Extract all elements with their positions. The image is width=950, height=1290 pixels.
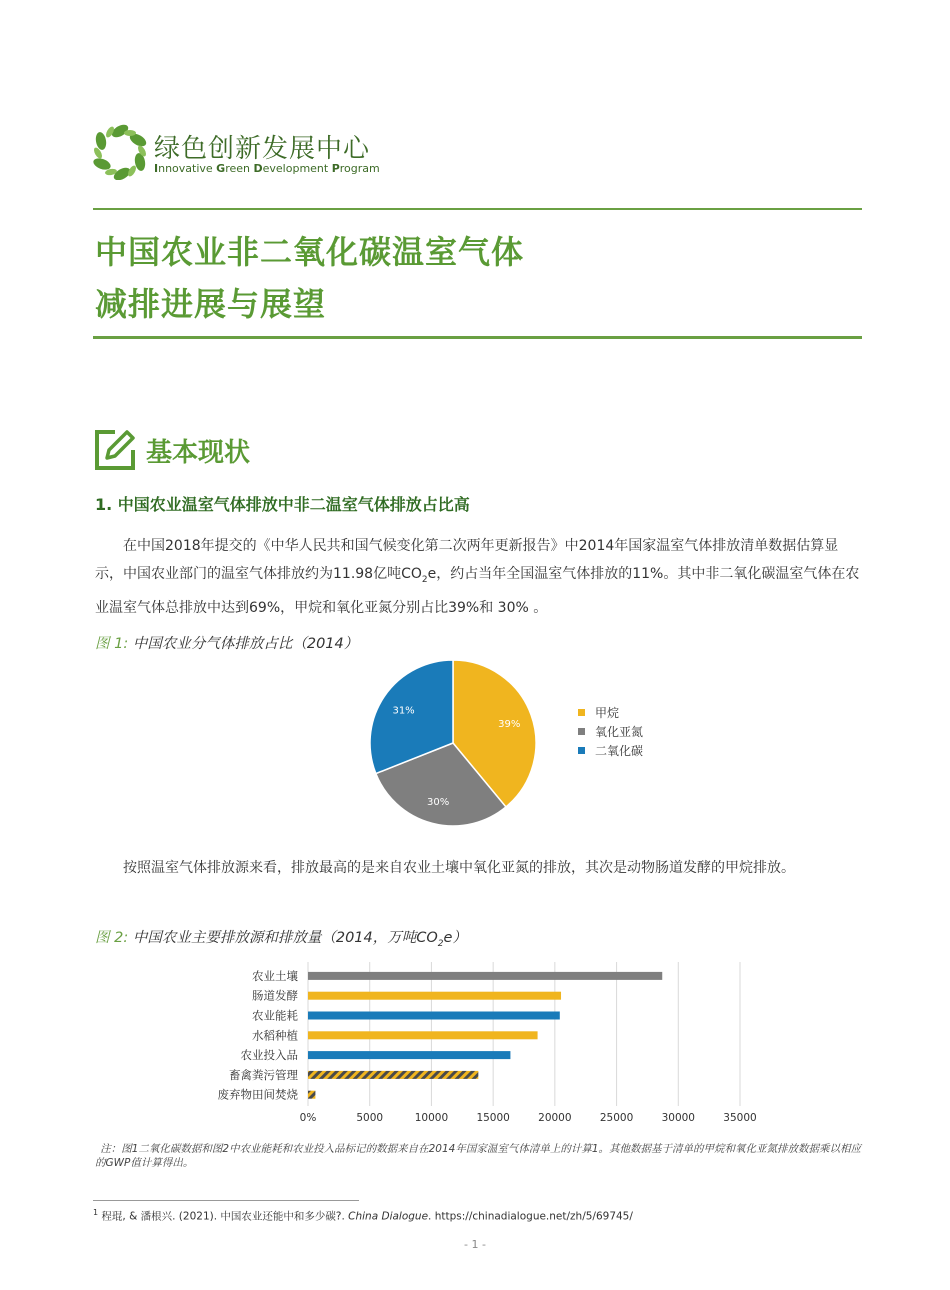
title-line-2: 减排进展与展望 <box>95 285 327 323</box>
leaf-wreath-icon <box>92 124 148 180</box>
x-tick-label: 30000 <box>661 1112 695 1124</box>
pie-label-co2: 31% <box>392 705 415 717</box>
bar <box>308 972 662 980</box>
subsection-title: 1. 中国农业温室气体排放中非二温室气体排放占比高 <box>95 495 470 514</box>
logo-english-name: Innovative Green Development Program <box>154 162 380 175</box>
bar <box>308 1051 510 1059</box>
y-category-label: 农业能耗 <box>252 1008 298 1023</box>
paragraph-2: 按照温室气体排放源来看，排放最高的是来自农业土壤中氧化亚氮的排放，其次是动物肠道发酵的甲烷排放。 <box>123 860 795 876</box>
y-category-label: 废弃物田间焚烧 <box>217 1087 298 1102</box>
pie-label-n2o: 30% <box>427 796 450 808</box>
footnote-divider <box>93 1200 359 1201</box>
x-tick-label: 0% <box>299 1112 317 1124</box>
y-category-label: 畜禽粪污管理 <box>229 1067 298 1082</box>
pie-label-methane: 39% <box>498 718 521 730</box>
logo-chinese-name: 绿色创新发展中心 <box>154 134 371 164</box>
x-tick-label: 10000 <box>414 1112 449 1124</box>
bar <box>308 1012 560 1020</box>
pie-legend <box>578 703 643 760</box>
title-line-1: 中国农业非二氧化碳温室气体 <box>95 233 525 271</box>
page-title <box>95 226 524 330</box>
y-category-label: 农业土壤 <box>252 968 298 983</box>
header-divider <box>93 208 862 210</box>
x-tick-label: 15000 <box>476 1112 510 1124</box>
section-title: 基本现状 <box>146 438 251 468</box>
page-number: - 1 - <box>464 1238 486 1251</box>
edit-icon <box>93 428 137 472</box>
paragraph-1: 在中国2018年提交的《中华人民共和国气候变化第二次两年更新报告》中2014年国家温室气体排放清单数据估算显示，中国农业部门的温室气体排放约为11.98亿吨$CO_2e$，约占当年全国温室气体排放的11%。其中非二氧化碳温室气体在农业温室气体总排放中达到69%，甲烷和氧化亚氮分别占比39%和 30% 。 <box>95 538 860 616</box>
title-divider <box>93 336 862 339</box>
org-logo <box>92 122 382 186</box>
y-category-label: 农业投入品 <box>240 1048 298 1063</box>
bar <box>308 992 561 1000</box>
bar-chart <box>200 960 780 1130</box>
bar <box>308 1031 538 1039</box>
figure-1-caption: 图 1: 中国农业分气体排放占比（2014） <box>95 636 359 652</box>
pie-chart <box>362 652 544 834</box>
legend-item-methane: 甲烷 <box>578 703 643 722</box>
bar <box>308 1091 315 1099</box>
legend-item-co2: 二氧化碳 <box>578 741 643 760</box>
bar <box>308 1071 478 1079</box>
x-tick-label: 25000 <box>599 1112 634 1124</box>
footnote: $^1$ 程琨, & 潘根兴. (2021). 中国农业还能中和多少碳?. China Dialogue. https://chinadialogue.net/zh/5/69745/ <box>93 1208 633 1223</box>
x-tick-label: 5000 <box>356 1112 384 1124</box>
legend-item-n2o: 氧化亚氮 <box>578 722 643 741</box>
y-category-label: 水稻种植 <box>252 1028 298 1043</box>
y-category-label: 肠道发酵 <box>252 988 298 1003</box>
figure-note: 注：图1二氧化碳数据和图2中农业能耗和农业投入品标记的数据来自在2014年国家温室气体清单上的计算1。其他数据基于清单的甲烷和氧化亚氮排放数据乘以相应的GWP值计算得出。 <box>95 1143 862 1169</box>
figure-2-caption: 图 2: 中国农业主要排放源和排放量（2014，万吨$CO_2e$） <box>95 930 467 949</box>
x-tick-label: 20000 <box>538 1112 572 1124</box>
x-tick-label: 35000 <box>723 1112 757 1124</box>
